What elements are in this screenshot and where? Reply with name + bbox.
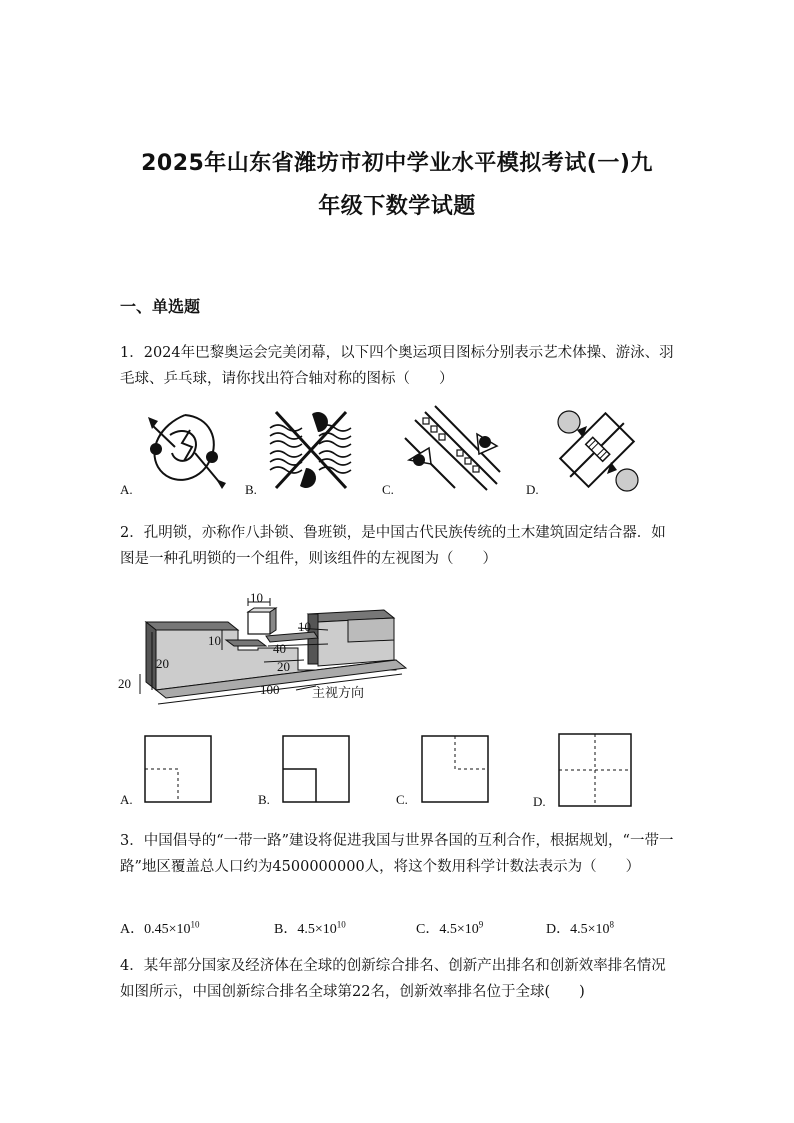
dim-gap-length: 40 xyxy=(273,641,286,656)
q1-option-a-label: A. xyxy=(120,482,133,497)
q2-option-b-label: B. xyxy=(258,792,270,807)
dim-bar-width: 10 xyxy=(298,619,311,634)
q2-option-c-figure xyxy=(421,735,489,803)
dim-notch-height: 10 xyxy=(208,633,221,648)
page-title-line2: 年级下数学试题 xyxy=(318,194,476,219)
dim-block-height: 20 xyxy=(156,656,169,671)
dim-step-length: 20 xyxy=(277,659,290,674)
q1-option-d-label: D. xyxy=(526,482,539,497)
q2-option-a-label: A. xyxy=(120,792,133,807)
q2-option-d-label: D. xyxy=(533,794,546,809)
q2-option-d-figure xyxy=(558,733,632,807)
q3-option-d: D．$4.5\times 10^8$ xyxy=(546,919,615,937)
q3-option-a: A．$0.45\times 10^{10}$ xyxy=(120,919,200,937)
question-3-text: 3．中国倡导的“一带一路”建设将促进我国与世界各国的互利合作，根据规划，“一带一路”地区覆盖总人口约为4500000000人，将这个数用科学计数法表示为（ ） xyxy=(120,833,674,875)
dim-depth: 20 xyxy=(118,676,131,691)
q1-option-b-label: B. xyxy=(245,482,257,497)
q3-option-b: B．$4.5\times 10^{10}$ xyxy=(274,919,346,937)
question-2-text: 2．孔明锁，亦称作八卦锁、鲁班锁，是中国古代民族传统的土木建筑固定结合器．如图是一种孔明锁的一个组件，则该组件的左视图为（ ） xyxy=(120,525,666,567)
page-title-line1: 2025年山东省潍坊市初中学业水平模拟考试(一)九 xyxy=(141,151,653,176)
dim-top-cube-width: 10 xyxy=(250,590,263,605)
q2-option-a-figure xyxy=(144,735,212,803)
q2-option-c-label: C. xyxy=(396,792,408,807)
question-1-text: 1．2024年巴黎奥运会完美闭幕，以下四个奥运项目图标分别表示艺术体操、游泳、羽毛球、乒乓球，请你找出符合轴对称的图标（ ） xyxy=(120,345,674,387)
section-heading: 一、单选题 xyxy=(120,297,201,316)
badminton-icon xyxy=(405,410,500,490)
q3-option-c: C．$4.5\times 10^9$ xyxy=(416,919,484,937)
table-tennis-icon xyxy=(555,408,640,493)
dim-total-length: 100 xyxy=(260,682,280,697)
question-4-text: 4．某年部分国家及经济体在全球的创新综合排名、创新产出排名和创新效率排名情况如图所示，中国创新综合排名全球第22名，创新效率排名位于全球( ) xyxy=(120,958,666,1000)
view-direction-label: 主视方向 xyxy=(312,685,365,700)
q1-option-c-label: C. xyxy=(382,482,394,497)
gymnastics-icon xyxy=(140,405,230,495)
swimming-icon xyxy=(268,410,353,490)
q2-option-b-figure xyxy=(282,735,350,803)
